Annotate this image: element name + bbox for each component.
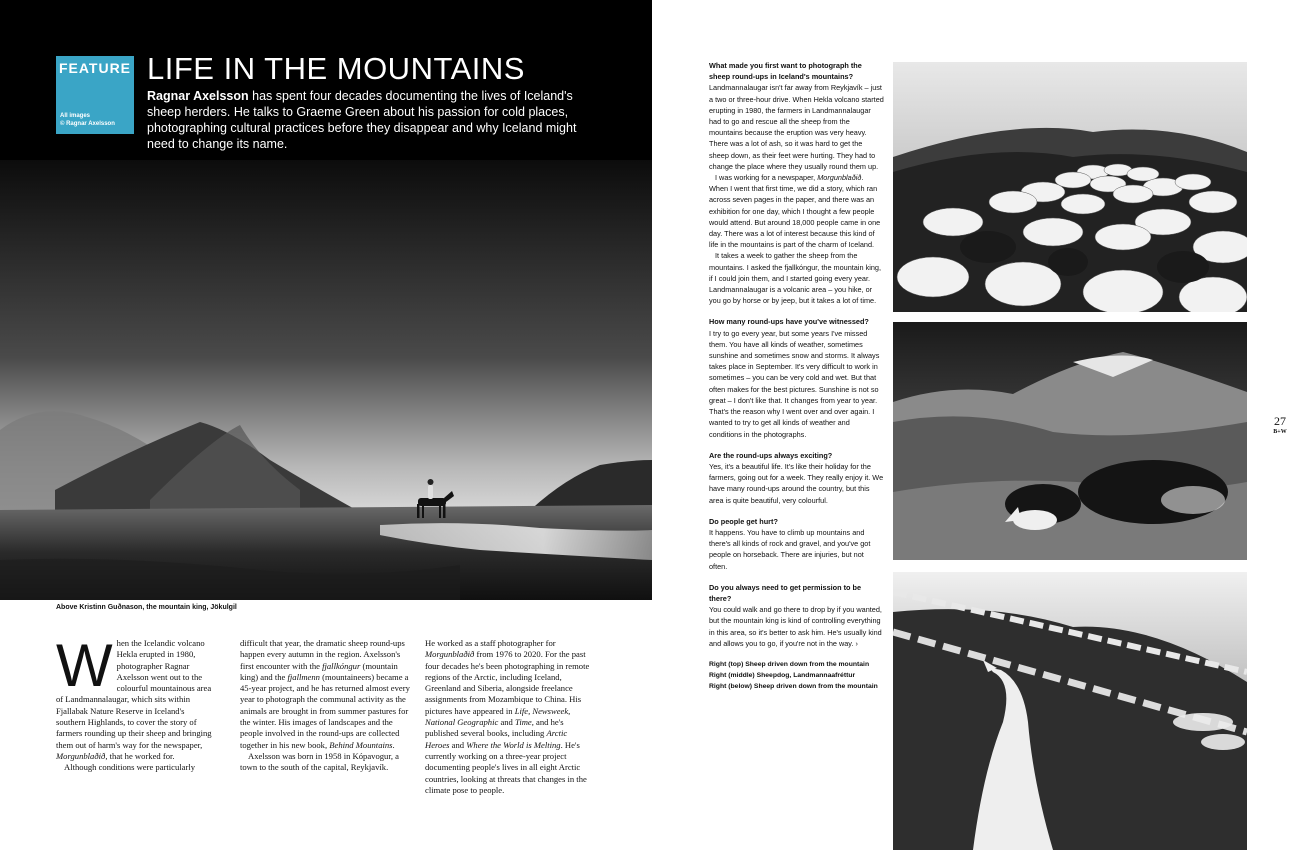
body-italic: Arctic Heroes: [425, 728, 568, 750]
photo-caption-middle: Right (middle) Sheepdog, Landmannaafréttur: [709, 672, 856, 680]
standfirst: [147, 88, 607, 152]
interview-column: [709, 60, 884, 693]
body-paragraph: Although conditions were particularly: [64, 762, 196, 773]
header-band: [0, 0, 652, 160]
rider-view-image: [893, 572, 1247, 850]
body-paragraph: Axelsson was born in 1958 in Kópavogur, a town to the south of the capital, Reykjavík.: [240, 750, 399, 773]
photo-sheep-flock: [893, 62, 1247, 312]
hero-photo-mountain-king: [0, 160, 652, 600]
body-column-1: [56, 632, 216, 774]
interview-question: Do you always need to get permission to be there?: [709, 582, 862, 603]
sheep-flock-image: [893, 62, 1247, 312]
interview-question: Do people get hurt?: [709, 516, 778, 526]
body-text: (mountain king) and the: [240, 660, 398, 682]
credit-line-1: All images: [60, 113, 91, 119]
interview-answer: I try to go every year, but some years I've missed them. You have all kinds of weather, sometimes sunshine and sometimes snow and storms. It always takes place in September. It's very difficult to work in sometimes – you can be very cold and wet. But that often makes for the best pictures. Sunshine is not so great – I don't like that. It changes from year to year. That's the reason why I went over and over again. I wanted to try to get all kinds of weather and conditions in the photographs.: [709, 328, 880, 439]
page-number: 27: [1274, 414, 1286, 428]
body-italic: fjallkóngur: [322, 660, 361, 671]
body-italic: Life, Newsweek, National Geographic: [425, 705, 571, 728]
page-folio: [1268, 414, 1292, 435]
hero-caption: Above Kristinn Guðnason, the mountain king, Jökulgil: [56, 604, 237, 611]
drop-cap: W: [56, 632, 113, 699]
interview-answer: Yes, it's a beautiful life. It's like their holiday for the farmers, going out for a week. They really enjoy it. We have many round-ups around the country, but this area is quite beautiful, very colourful.: [709, 461, 884, 505]
standfirst-name: Ragnar Axelsson: [147, 89, 249, 103]
interview-answer: It takes a week to gather the sheep from the mountains. I asked the fjallkóngur, the mountain king, if I could join them, and I started going every year. Landmannalaugar is a volcanic area – you hike, or you go by horse or by jeep, but it takes a lot of time.: [709, 251, 881, 306]
interview-answer: [709, 172, 884, 250]
answer-text: I was working for a newspaper,: [715, 173, 818, 183]
credit-line-2: © Ragnar Axelsson: [60, 121, 115, 127]
body-text: and: [449, 739, 467, 750]
body-italic: Morgunblaðið: [56, 750, 106, 761]
article-headline: LIFE IN THE MOUNTAINS: [147, 51, 525, 86]
body-text: and: [498, 717, 516, 728]
body-text: , and he's published several books, including: [425, 717, 564, 739]
photo-caption-top: Right (top) Sheep driven down from the mountain: [709, 660, 870, 668]
sheepdog-image: [893, 322, 1247, 560]
body-italic: Morgunblaðið: [425, 649, 475, 660]
interview-question: What made you first want to photograph the sheep round-ups in Iceland's mountains?: [709, 61, 862, 82]
interview-question: Are the round-ups always exciting?: [709, 450, 833, 460]
body-paragraph: [240, 638, 412, 751]
hero-landscape-image: [0, 160, 652, 600]
feature-badge: [56, 56, 134, 134]
photo-sheepdog: [893, 322, 1247, 560]
answer-italic: Morgunblaðið: [817, 173, 862, 183]
interview-answer: It happens. You have to climb up mountains and there's all kinds of rock and gravel, and you've got people on horseback. There are injuries, but not often.: [709, 527, 871, 571]
body-text: hen the Icelandic volcano Hekla erupted in 1980, photographer Ragnar Axelsson went out to the colourful mountainous area of Landmannalaugar, which sits within Fjallabak Nature Reserve in Iceland's southern Highlands, to cover the story of farmers rounding up their sheep and bringing them out of harm's way for the newspaper,: [56, 638, 212, 750]
body-text: , that he worked for.: [105, 750, 175, 761]
answer-text: . When I went that first time, we did a story, which ran across seven pages in the paper, and there was an exhibition for one day, which I thought a few people would attend. But around 18,000 people came in one day. There was a lot of interest because this kind of life in the mountains is part of the charm of Iceland.: [709, 173, 881, 250]
interview-answer: You could walk and go there to drop by if you wanted, but the mountain king is kind of controlling everything in this area, so it's better to ask him. He's usually kind and allows you to go, if you're not in the way. ›: [709, 605, 882, 648]
body-text: from 1976 to 2020. For the past four decades he's been photographing in remote regions of the Arctic, including Iceland, Greenland and Siberia, alongside freelance assignments from Mozambique to China. His pictures have appeared in: [425, 649, 590, 716]
body-italic: Time: [515, 717, 532, 728]
body-text: difficult that year, the dramatic sheep round-ups happen every autumn in the region. Axelsson's first encounter with the: [240, 638, 405, 671]
photo-caption-below: Right (below) Sheep driven down from the mountain: [709, 683, 878, 691]
body-text: . He's currently working on a three-year project documenting people's lives in all eight Arctic countries, looking at threats that changes in the climate pose to people.: [425, 739, 587, 795]
interview-question: How many round-ups have you've witnessed?: [709, 317, 869, 327]
body-text: He worked as a staff photographer for: [425, 638, 556, 648]
interview-answer: Landmannalaugar isn't far away from Reykjavík – just a two or three-hour drive. When Hekla volcano started erupting in 1980, the farmers in Landmannalaugar had to go and rescue all the sheep from the mountains because the eruption was very heavy. There was a lot of ash, so it was hard to get the sheep down, as their feet were hurting. They had to change the place where they usually round them up.: [709, 83, 884, 171]
magazine-mark: B+W: [1273, 429, 1287, 435]
body-text: .: [392, 739, 395, 750]
right-page: [652, 0, 1304, 850]
body-paragraph: [425, 638, 593, 796]
photo-rider-view: [893, 572, 1247, 850]
body-italic: Where the World is Melting: [466, 739, 561, 750]
body-text: (mountaineers) became a 45-year project, and he has returned almost every year to photograph the communal activity as the animals are brought in from summer pastures for the winter. His images of landscapes and the people involved in the round-ups are collected together in his new book,: [240, 671, 410, 750]
body-column-2: [240, 638, 412, 774]
image-credit: [60, 112, 115, 128]
body-italic: Behind Mountains: [329, 739, 393, 750]
body-column-3: [425, 638, 593, 796]
body-italic: fjallmenn: [287, 671, 320, 682]
feature-label: FEATURE: [58, 60, 132, 76]
standfirst-text: has spent four decades documenting the lives of Iceland's sheep herders. He talks to Graeme Green about his passion for cold places, photographing cultural practices before they disappear and why Iceland might need to change its name.: [147, 89, 577, 151]
